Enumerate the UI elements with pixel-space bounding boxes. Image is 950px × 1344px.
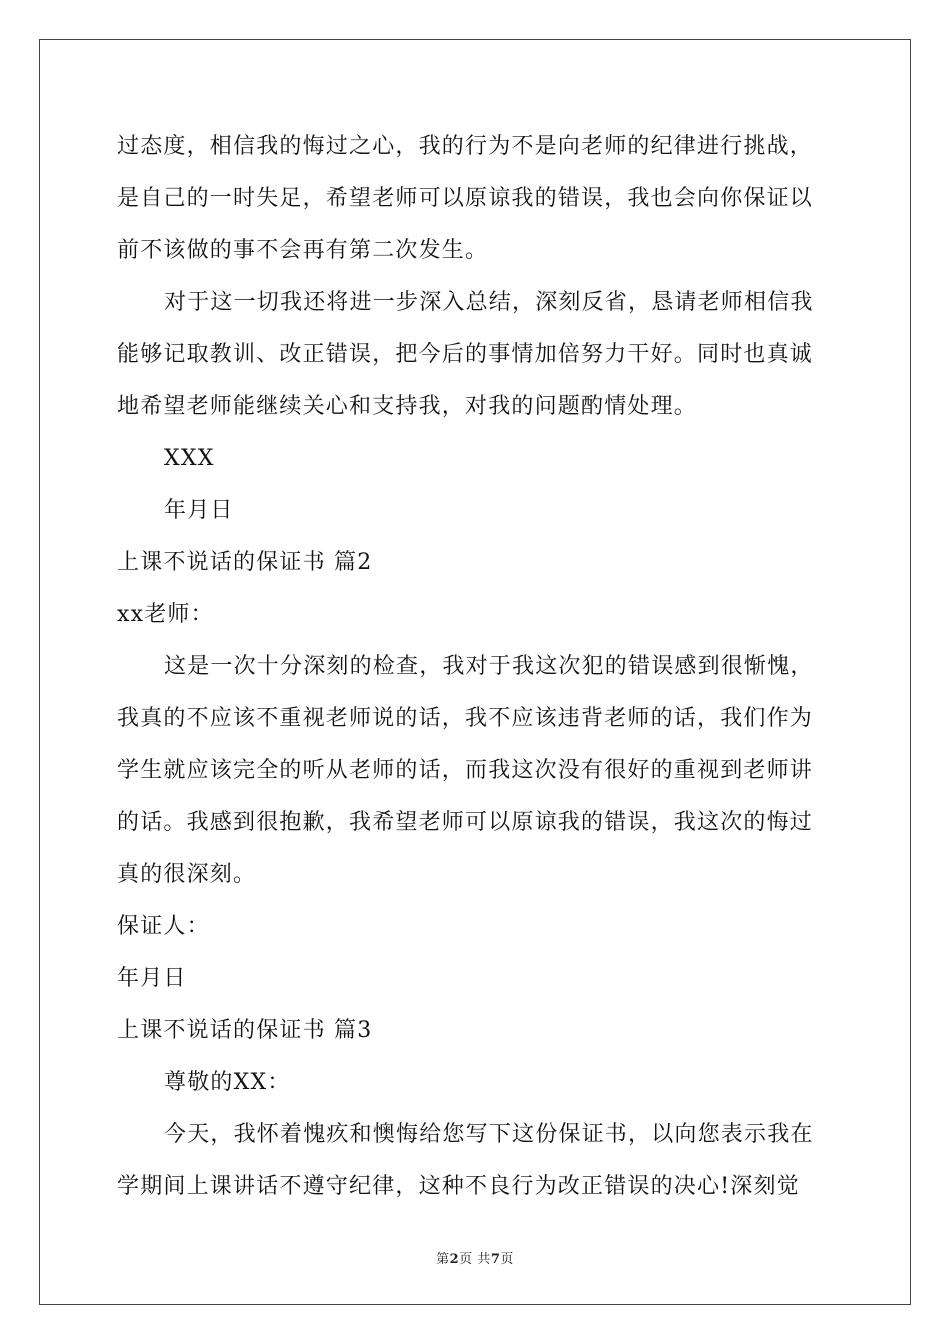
paragraph-continuation	[117, 121, 833, 277]
paragraph-apology	[117, 641, 833, 901]
text-line: 能够记取教训、改正错误，把今后的事情加倍努力干好。同时也真诚	[117, 342, 814, 367]
document-body	[117, 121, 833, 1213]
signature-name: XXX	[164, 446, 215, 471]
page-number-prefix: 第	[436, 1252, 450, 1267]
text-line: 今天，我怀着愧疚和懊悔给您写下这份保证书，以向您表示我在	[164, 1122, 814, 1147]
text-line: 学生就应该完全的听从老师的话，而我这次没有很好的重视到老师讲	[117, 758, 814, 783]
salutation-3: 尊敬的XX：	[164, 1070, 291, 1095]
section-heading-2: 上课不说话的保证书 篇2	[117, 550, 373, 575]
page-number-current: 2	[449, 1252, 460, 1267]
text-line: 这是一次十分深刻的检查，我对于我这次犯的错误感到很惭愧，	[164, 654, 814, 679]
date-label: 年月日	[117, 966, 187, 991]
guarantor-label: 保证人：	[117, 914, 210, 939]
text-line: 的话。我感到很抱歉，我希望老师可以原谅我的错误，我这次的悔过	[117, 810, 814, 835]
page-number-suffix: 页	[500, 1252, 514, 1267]
text-line: 学期间上课讲话不遵守纪律，这种不良行为改正错误的决心!深刻觉	[117, 1174, 800, 1199]
text-line: 过态度，相信我的悔过之心，我的行为不是向老师的纪律进行挑战，	[117, 134, 814, 159]
text-line: 地希望老师能继续关心和支持我，对我的问题酌情处理。	[117, 394, 698, 419]
text-line: 对于这一切我还将进一步深入总结，深刻反省，恳请老师相信我	[164, 290, 814, 315]
salutation-2: xx老师：	[117, 602, 214, 627]
text-line: 真的很深刻。	[117, 862, 257, 887]
section-heading-3: 上课不说话的保证书 篇3	[117, 1018, 373, 1043]
signature-date: 年月日	[164, 498, 234, 523]
text-line: 前不该做的事不会再有第二次发生。	[117, 238, 489, 263]
page-number	[0, 1248, 950, 1267]
paragraph-pledge	[117, 1109, 833, 1213]
text-line: 是自己的一时失足，希望老师可以原谅我的错误，我也会向你保证以	[117, 186, 814, 211]
page-number-total: 7	[490, 1252, 501, 1267]
paragraph-reflection	[117, 277, 833, 433]
text-line: 我真的不应该不重视老师说的话，我不应该违背老师的话，我们作为	[117, 706, 814, 731]
page-number-middle: 页 共	[459, 1252, 491, 1267]
